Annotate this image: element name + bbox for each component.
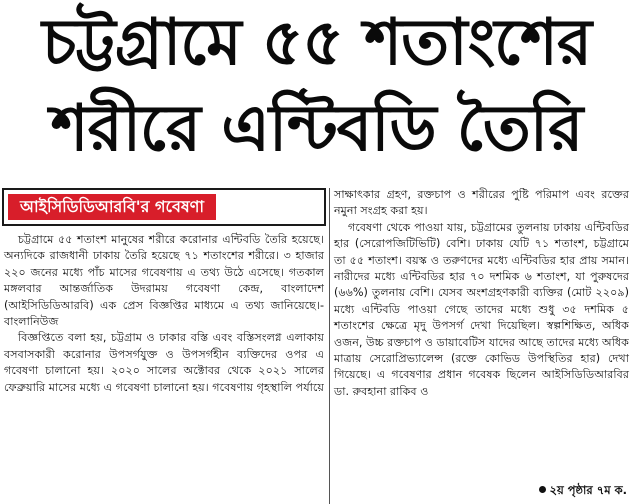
article-paragraph: সাক্ষাৎকার গ্রহণ, রক্তচাপ ও শরীরের পুষ্টি পরিমাপ এবং রক্তের নমুনা সংগ্রহ করা হয়। <box>334 188 629 218</box>
headline-line-2: শরীরে এন্টিবডি তৈরি <box>50 92 583 166</box>
column-divider <box>329 188 330 504</box>
article-paragraph: বিজ্ঞপ্তিতে বলা হয়, চট্টগ্রাম ও ঢাকার বস্তি এবং বস্তিসংলগ্ন এলাকায় বসবাসকারী করোনার উপসর্গযুক্ত ও উপসর্গহীন ব্যক্তিদের ওপর এ গবেষণা চালানো হয়। ২০২০ সালের অক্টোবর থেকে ২০২১ সালের ফেব্রুয়ারি মাসের মধ্যে এ গবেষণা চালানো হয়। গবেষণায় গৃহস্থালি পর্যায়ে <box>4 331 324 394</box>
bullet-icon <box>539 486 546 493</box>
continued-label: ২য় পৃষ্ঠার ৭ম ক. <box>549 483 627 497</box>
article-paragraph: চট্টগ্রামে ৫৫ শতাংশ মানুষের শরীরে করোনার এন্টিবডি তৈরি হয়েছে। অন্যদিকে রাজধানী ঢাকায় তৈরি হয়েছে ৭১ শতাংশের শরীরে। ৩ হাজার ২২০ জনের মধ্যে পাঁচ মাসের গবেষণায় এ তথ্য উঠে এসেছে। গতকাল মঙ্গলবার আন্তর্জাতিক উদরাময় গবেষণা কেন্দ্র, বাংলাদেশ (আইসিডিডিআরবি) এক প্রেস বিজ্ঞপ্তির মাধ্যমে এ তথ্য জানিয়েছে।- বাংলানিউজ <box>4 233 324 329</box>
article-column-left <box>4 232 324 396</box>
kicker-frame <box>2 188 326 226</box>
continued-on-page <box>539 482 628 498</box>
kicker-label: আইসিডিডিআরবি'র গবেষণা <box>8 194 216 220</box>
article-column-right <box>334 187 629 400</box>
headline-line-1: চট্টগ্রামে ৫৫ শতাংশের <box>41 6 592 80</box>
headline <box>0 0 633 182</box>
article-paragraph: গবেষণা থেকে পাওয়া যায়, চট্টগ্রামের তুলনায় ঢাকায় এন্টিবডির হার (সেরোপজিটিভিটি) বেশি। ঢাকায় যেটি ৭১ শতাংশ, চট্টগ্রামে তা ৫৫ শতাংশ। বয়স্ক ও তরুণদের মধ্যে এন্টিবডির হার প্রায় সমান। নারীদের মধ্যে এন্টিবডির হার ৭০ দশমিক ৬ শতাংশ, যা পুরুষদের (৬৬%) তুলনায় বেশি। যেসব অংশগ্রহণকারী ব্যক্তির (মোট ২২০৯) মধ্যে এন্টিবডি পাওয়া গেছে তাদের মধ্যে শুধু ৩৫ দশমিক ৫ শতাংশের ক্ষেত্রে মৃদু উপসর্গ দেখা দিয়েছিল। স্বল্পশিক্ষিত, অধিক ওজন, উচ্চ রক্তচাপ ও ডায়াবেটিস যাদের আছে তাদের মধ্যে অধিক মাত্রায় সেরোপ্রিভ্যালেন্স (রক্তে কোভিড উপস্থিতির হার) দেখা গিয়েছে। এ গবেষণার প্রধান গবেষক ছিলেন আইসিডিডিআরবির ডা. রুবহানা রাকিব ও <box>334 220 629 398</box>
